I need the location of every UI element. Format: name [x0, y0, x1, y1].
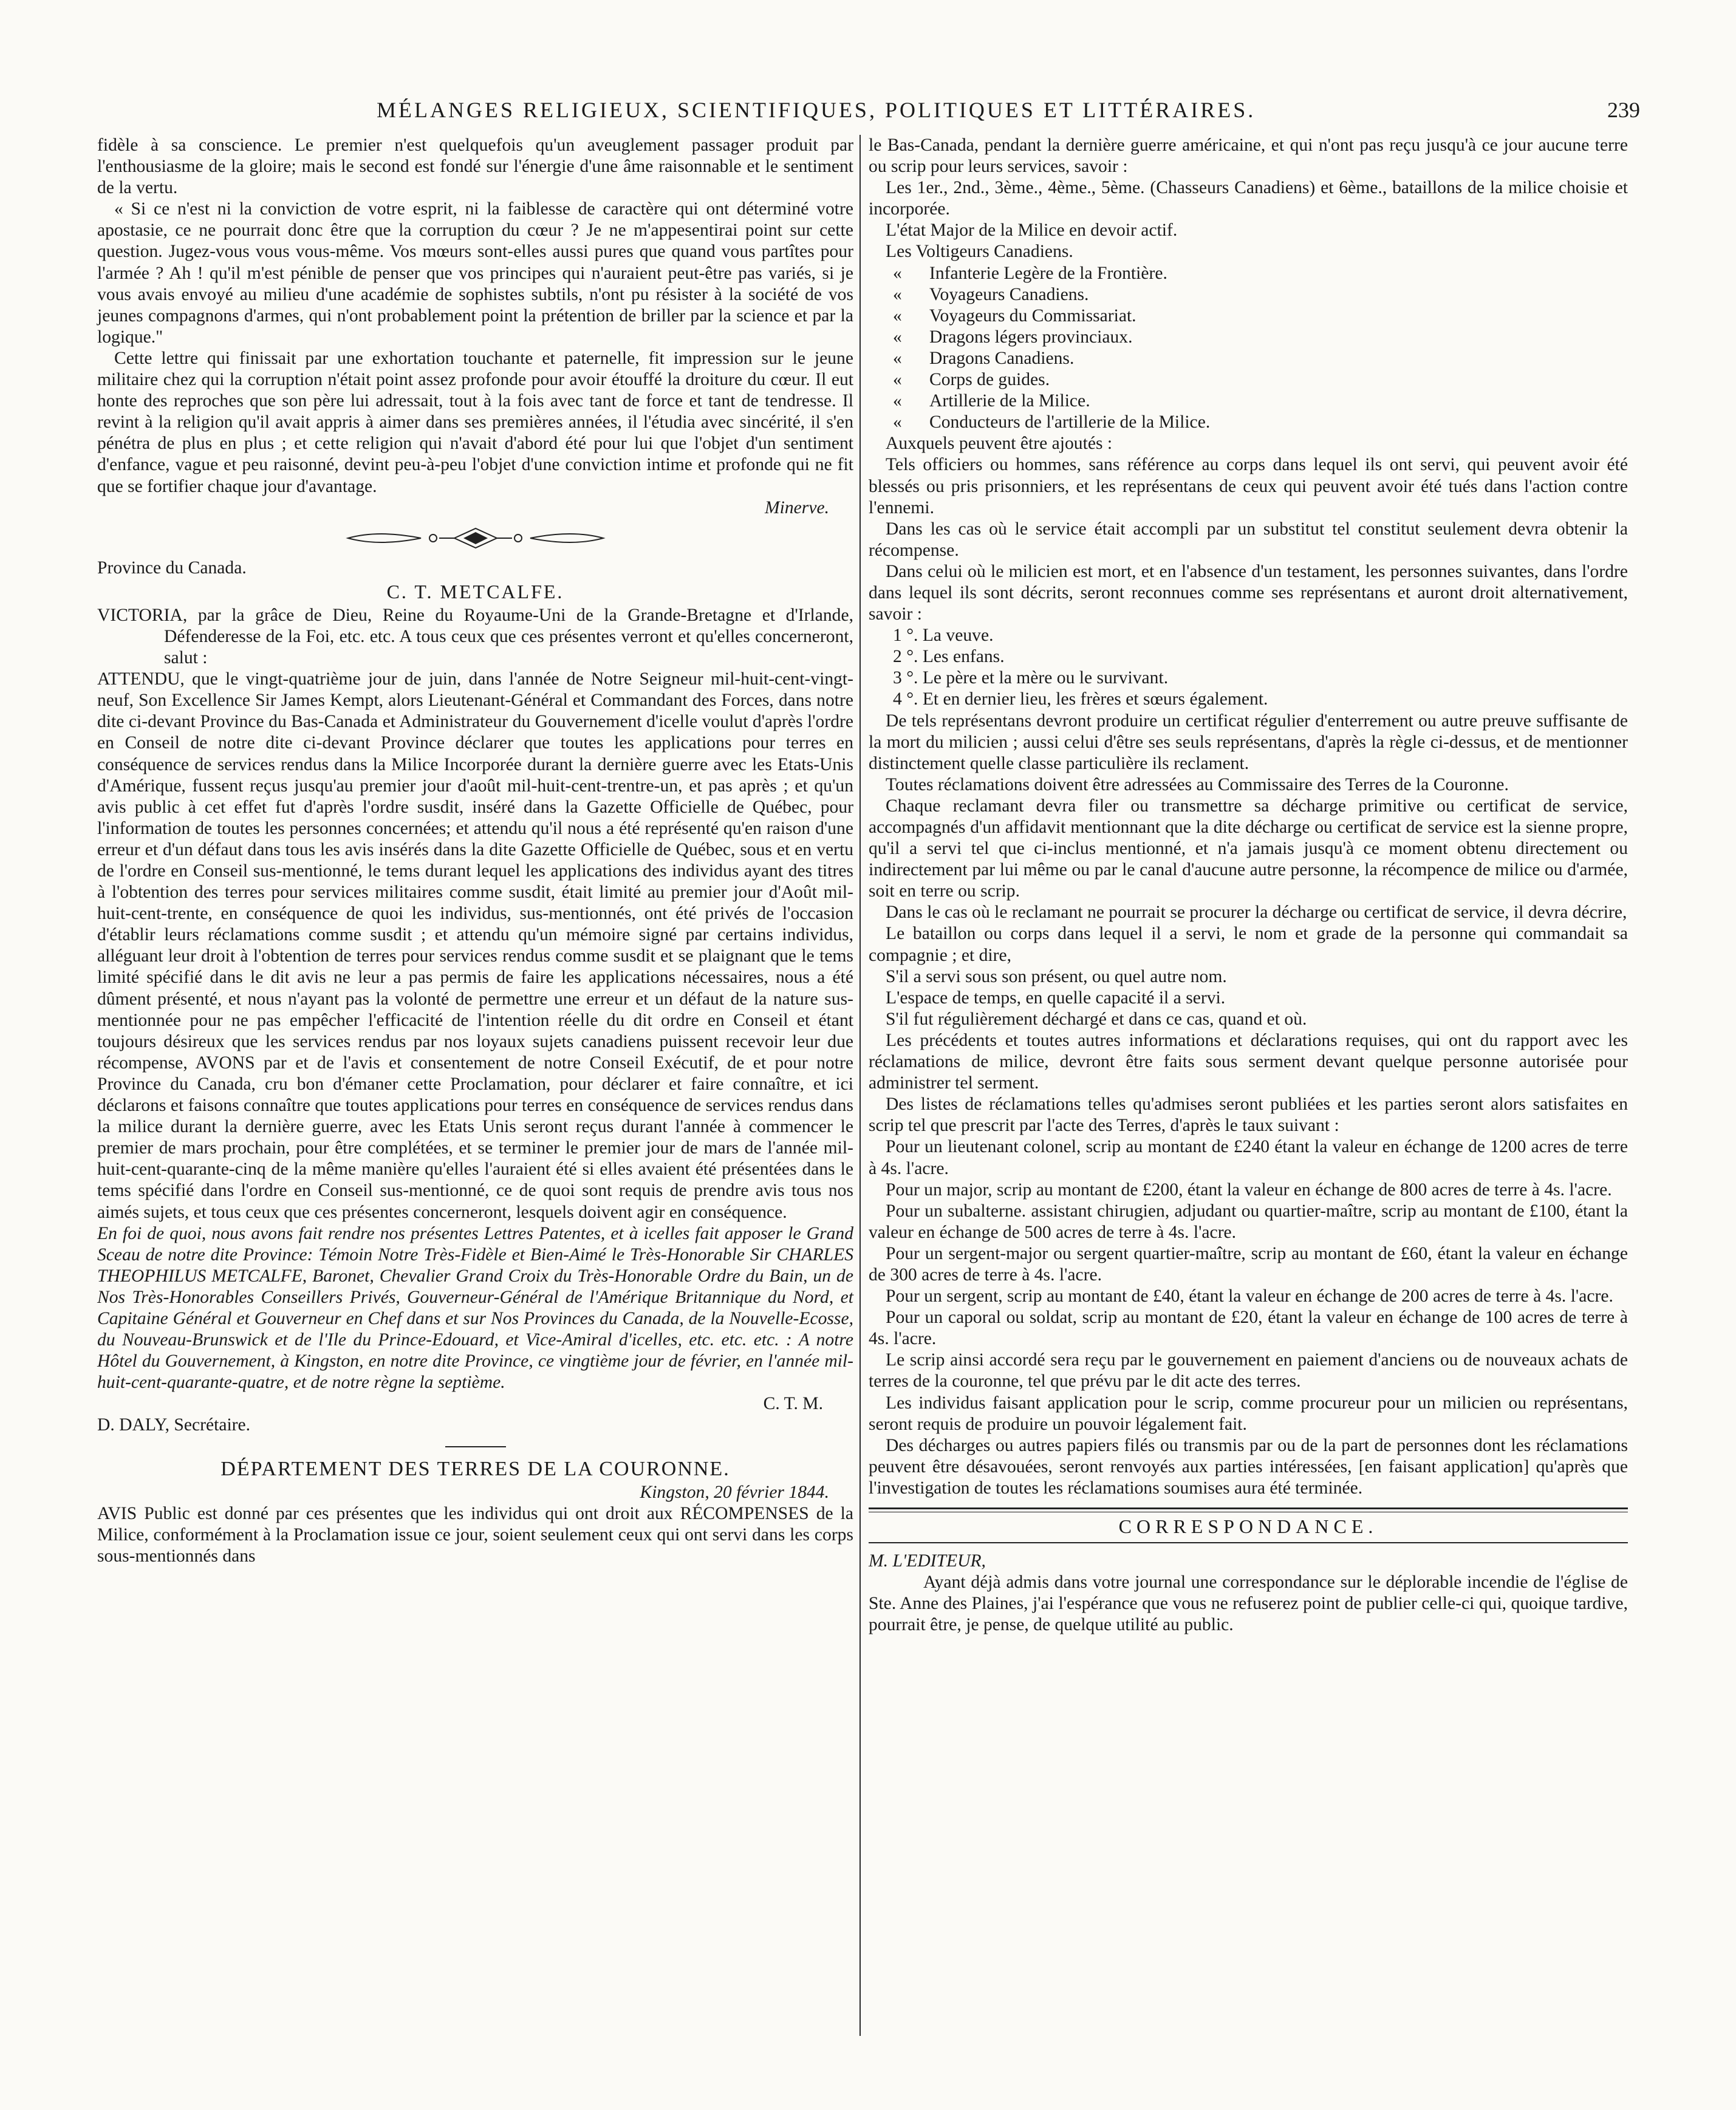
paragraph: Les individus faisant application pour le scrip, comme procureur pour un milicien ou représentans, seront requis de produire un pouvoir légalement fait.: [869, 1393, 1628, 1434]
paragraph: « Si ce n'est ni la conviction de votre esprit, ni la faiblesse de caractère qui ont déterminé votre apostasie, ce ne pourrait donc être que la corruption du cœur ? Je ne m'appesentirai point sur cette question. Jugez-vous vous vous-même. Vos mœurs sont-elles aussi pures que quand vous partîtes pour l'armée ? Ah ! qu'il m'est pénible de penser que vos principes qui n'auraient peut-être pas variés, si je vous avais envoyé au milieu d'une académie de sophistes subtils, n'ont pu résister à la société de vos jeunes compagnons d'armes, qui n'ont probablement point la prétention de briller par la science et par la logique.": [97, 199, 853, 347]
ornament-divider-icon: [97, 526, 853, 550]
paragraph: Auxquels peuvent être ajoutés :: [886, 434, 1113, 454]
proclamation-signatory: C. T. METCALFE.: [386, 580, 564, 603]
divider: [869, 1542, 1628, 1543]
initials: C. T. M.: [763, 1394, 823, 1414]
paragraph: Toutes réclamations doivent être adressées au Commissaire des Terres de la Couronne.: [886, 774, 1509, 794]
scrip-rate: Pour un lieutenant colonel, scrip au montant de £240 étant la valeur en échange de 1200 acres de terre à 4s. l'acre.: [869, 1137, 1628, 1178]
section-title: CORRESPONDANCE.: [1118, 1515, 1378, 1537]
paragraph: S'il fut régulièrement déchargé et dans ce cas, quand et où.: [886, 1009, 1307, 1029]
paragraph: le Bas-Canada, pendant la dernière guerre américaine, et qui n'ont pas reçu jusqu'à ce jour aucune terre ou scrip pour leurs services, savoir :: [869, 135, 1628, 177]
paragraph: Les 1er., 2nd., 3ème., 4ème., 5ème. (Chasseurs Canadiens) et 6ème., bataillons de la milice choisie et incorporée.: [869, 178, 1628, 219]
proclamation-body: ATTENDU, que le vingt-quatrième jour de juin, dans l'année de Notre Seigneur mil-huit-cent-vingt-neuf, Son Excellence Sir James Kempt, alors Lieutenant-Général et Commandant des Forces, dans notre dite ci-devant Province du Bas-Canada et Administrateur du Gouvernement d'icelle voulut d'après l'ordre en Conseil de notre dite ci-devant Province déclarer que toutes les applications pour terres en conséquence de services rendus dans la Milice Incorporée durant la dernière guerre avec les Etats-Unis d'Amérique, fussent reçus jusqu'au premier jour d'août mil-huit-cent-trentre-un, et pas après ; et qu'un avis public à cet effet fut d'après l'ordre susdit, inséré dans la Gazette Officielle de Québec, pour l'information de toutes les personnes concernées; et attendu qu'il nous a été représenté qu'en raison d'une erreur et d'un défaut dans tous les avis insérés dans la dite Gazette Officielle de Québec, sous et en vertu de l'ordre en Conseil sus-mentionné, le tems durant lequel les applications des individus ayant des titres à l'obtention des terres pour services militaires comme susdit, était limité au premier jour d'Août mil-huit-cent-trente, en conséquence de quoi les individus, sus-mentionnés, ont été privés de l'occasion d'établir leurs réclamations comme susdit ; et attendu qu'un mémoire signé par certains individus, alléguant leur droit à l'obtention de terres pour services rendus comme susdit et se plaignant que le tems limité spécifié dans le dit avis ne leur a pas permis de faire les applications nécessaires, nous a été dûment présenté, et nous n'ayant pas la volonté de permettre une erreur et un défaut de la nature sus-mentionnée pour ne pas empêcher l'efficacité de l'intention réelle du dit ordre en Conseil et étant toujours désireux que les services rendus par nos loyaux sujets canadiens puissent recevoir leur due récompense, AVONS par et de l'avis et consentement de notre Conseil Exécutif, de et pour notre Province du Canada, cru bon d'émaner cette Proclamation, pour déclarer et faire connaître, et ici déclarons et faisons connaître que toutes applications pour terres en conséquence de services rendus dans la milice durant la dernière guerre, avec les Etats Unis seront reçus durant l'année à commencer le premier de mars prochain, pour être complétées, et se terminer le premier jour de mars de l'année mil-huit-cent-quarante-cinq de la même manière qu'elles l'auraient été si elles avaient été présentées dans le tems spécifié dans l'ordre en Conseil sus-mentionné, ce de quoi sont requis de prendre avis tous nos aimés sujets, et tous ceux que ces présentes concerneront, lesquels doivent agir en conséquence.: [97, 669, 853, 1222]
paragraph: Ayant déjà admis dans votre journal une correspondance sur le déplorable incendie de l'église de Ste. Anne des Plaines, j'ai l'espérance que vous ne refuserez point de publier celle-ci qui, quoique tardive, pourrait être, je pense, de quelque utilité au public.: [869, 1572, 1628, 1635]
paragraph: L'espace de temps, en quelle capacité il a servi.: [886, 988, 1226, 1008]
proclamation-preamble: VICTORIA, par la grâce de Dieu, Reine du Royaume-Uni de la Grande-Bretagne et d'Irlande, Défenderesse de la Foi, etc. etc. A tous ceux que ces présentes verront et qu'elles concerneront, salut :: [97, 605, 853, 668]
list-item: 2 °. Les enfans.: [893, 647, 1005, 667]
paragraph: Les précédents et toutes autres informations et déclarations requises, qui ont du rapport avec les réclamations de milice, devront être faits sous serment devant quelque personne autorisée pour administrer tel serment.: [869, 1030, 1628, 1093]
paragraph: Cette lettre qui finissait par une exhortation touchante et paternelle, fit impression sur le jeune militaire chez qui la corruption n'était point assez profonde pour avoir étouffé la droiture du cœur. Il eut honte des reproches que son père lui adressait, tout à la fois avec tant de force et tant de tendresse. Il revint à la religion qu'il avait appris à aimer dans ses premières années, il l'étudia avec sincérité, il s'en pénétra de plus en plus ; et cette religion qui n'avait d'abord été pour lui que l'objet d'un sentiment d'enfance, vague et peu raisonné, devint peu-à-peu l'objet d'une conviction intime et profonde qui ne fit que se fortifier chaque jour d'avantage.: [97, 348, 853, 496]
paragraph: Dans le cas où le reclamant ne pourrait se procurer la décharge ou certificat de service, il devra décrire,: [886, 903, 1627, 923]
paragraph: Tels officiers ou hommes, sans référence au corps dans lequel ils ont servi, qui peuvent avoir été blessés ou pris prisonniers, et les représentans de ceux qui peuvent avoir été tués dans l'action contre l'ennemi.: [869, 455, 1628, 517]
scrip-rate: Pour un sergent-major ou sergent quartier-maître, scrip au montant de £60, étant la valeur en échange de 300 acres de terre à 4s. l'acre.: [869, 1243, 1628, 1285]
paragraph: De tels représentans devront produire un certificat régulier d'enterrement ou autre preuve suffisante de la mort du milicien ; aussi celui d'être ses seuls représentans, d'après la règle ci-dessus, et de mentionner distinctement quelle classe particulière ils reclament.: [869, 711, 1628, 773]
list-item: « Corps de guides.: [893, 370, 1050, 390]
paragraph: S'il a servi sous son présent, ou quel autre nom.: [886, 966, 1227, 986]
section-title: DÉPARTEMENT DES TERRES DE LA COURONNE.: [220, 1457, 730, 1480]
column-rule: [859, 135, 861, 2036]
dateline: Kingston, 20 février 1844.: [640, 1482, 829, 1502]
page-number: 239: [1607, 98, 1640, 122]
list-item: « Voyageurs du Commissariat.: [893, 306, 1136, 326]
secretary-signature: D. DALY, Secrétaire.: [97, 1415, 251, 1435]
paragraph: Le bataillon ou corps dans lequel il a servi, le nom et grade de la personne qui commandait sa compagnie ; et dire,: [869, 924, 1628, 965]
scrip-rate: Pour un major, scrip au montant de £200, étant la valeur en échange de 800 acres de terre à 4s. l'acre.: [886, 1180, 1612, 1200]
right-column: [869, 135, 1628, 1636]
list-item: « Dragons Canadiens.: [893, 348, 1075, 368]
scrip-rate: Pour un caporal ou soldat, scrip au montant de £20, étant la valeur en échange de 100 acres de terre à 4s. l'acre.: [869, 1308, 1628, 1349]
paragraph: Les Voltigeurs Canadiens.: [886, 242, 1073, 262]
scrip-rate: Pour un sergent, scrip au montant de £40, étant la valeur en échange de 200 acres de terre à 4s. l'acre.: [886, 1286, 1613, 1306]
paragraph: fidèle à sa conscience. Le premier n'est quelquefois qu'un aveuglement passager produit par l'enthousiasme de la gloire; mais le second est fondé sur l'énergie d'une âme raisonnable et le sentiment de la vertu.: [97, 135, 853, 198]
paragraph: Des décharges ou autres papiers filés ou transmis par ou de la part de personnes dont les réclamations peuvent être désavouées, seront renvoyés aux parties intéressées, [en faisant application] qu'après que l'investigation de toutes les réclamations soumises aura été terminée.: [869, 1435, 1628, 1498]
paragraph: Des listes de réclamations telles qu'admises seront publiées et les parties seront alors satisfaites en scrip tel que prescrit par l'acte des Terres, d'après le taux suivant :: [869, 1094, 1628, 1136]
list-item: 3 °. Le père et la mère ou le survivant.: [893, 668, 1169, 688]
running-header: [85, 97, 1640, 134]
list-item: 4 °. Et en dernier lieu, les frères et sœurs également.: [893, 689, 1268, 709]
salutation: M. L'EDITEUR,: [869, 1551, 986, 1571]
divider: [445, 1446, 506, 1447]
source-signature: Minerve.: [765, 497, 829, 517]
province-line: Province du Canada.: [97, 558, 247, 578]
notice-paragraph: AVIS Public est donné par ces présentes que les individus qui ont droit aux RÉCOMPENSES de la Milice, conformément à la Proclamation issue ce jour, soient seulement ceux qui ont servi dans les corps sous-mentionnés dans: [97, 1503, 853, 1566]
paragraph: Chaque reclamant devra filer ou transmettre sa décharge primitive ou certificat de service, accompagnés d'un affidavit mentionnant que la dite décharge ou certificat de service est la sienne propre, qu'il a servi tel que ci-inclus mentionné, et n'a jamais jusqu'à ce moment obtenu directement ou indirectement par lui même ou par le canal d'aucune autre personne, la récompence de milice ou d'armée, soit en terre ou scrip.: [869, 796, 1628, 901]
heirs-list: [869, 625, 1628, 710]
list-item: « Infanterie Legère de la Frontière.: [893, 263, 1167, 283]
list-item: « Artillerie de la Milice.: [893, 391, 1090, 411]
list-item: « Dragons légers provinciaux.: [893, 327, 1133, 347]
paragraph: Le scrip ainsi accordé sera reçu par le gouvernement en paiement d'anciens ou de nouveaux achats de terres de la couronne, tel que prévu par le dit acte des terres.: [869, 1350, 1628, 1391]
scrip-rate: Pour un subalterne. assistant chirugien, adjudant ou quartier-maître, scrip au montant de £100, étant la valeur en échange de 500 acres de terre à 4s. l'acre.: [869, 1201, 1628, 1242]
section-divider: [869, 1507, 1628, 1512]
corps-list: [869, 263, 1628, 434]
list-item: « Voyageurs Canadiens.: [893, 284, 1089, 304]
proclamation-closing: En foi de quoi, nous avons fait rendre nos présentes Lettres Patentes, et à icelles fait apposer le Grand Sceau de notre dite Province: Témoin Notre Très-Fidèle et Bien-Aimé le Très-Honorable Sir CHARLES THEOPHILUS METCALFE, Baronet, Chevalier Grand Croix du Très-Honorable Ordre du Bain, un de Nos Très-Honorables Conseillers Privés, Gouverneur-Général de l'Amérique Britannique du Nord, et Capitaine Général et Gouverneur en Chef dans et sur Nos Provinces du Canada, de la Nouvelle-Ecosse, du Nouveau-Brunswick et de l'Ile du Prince-Edouard, et Vice-Amiral d'icelles, etc. etc. etc. : A notre Hôtel du Gouvernement, à Kingston, en notre dite Province, ce vingtième jour de février, en l'année mil-huit-cent-quarante-quatre, et de notre règne la septième.: [97, 1223, 853, 1393]
paragraph: Dans celui où le milicien est mort, et en l'absence d'un testament, les personnes suivantes, dans l'ordre dans lequel ils sont décrits, seront reconnues comme ses représentans et auront droit alternativement, savoir :: [869, 561, 1628, 624]
list-item: 1 °. La veuve.: [893, 626, 994, 646]
paragraph: L'état Major de la Milice en devoir actif.: [886, 220, 1178, 241]
page-title: MÉLANGES RELIGIEUX, SCIENTIFIQUES, POLITIQUES ET LITTÉRAIRES.: [377, 98, 1256, 122]
paragraph: Dans les cas où le service était accompli par un substitut tel constitut seulement devra obtenir la récompense.: [869, 519, 1628, 560]
left-column: [97, 135, 853, 1567]
list-item: « Conducteurs de l'artillerie de la Milice.: [893, 412, 1211, 432]
